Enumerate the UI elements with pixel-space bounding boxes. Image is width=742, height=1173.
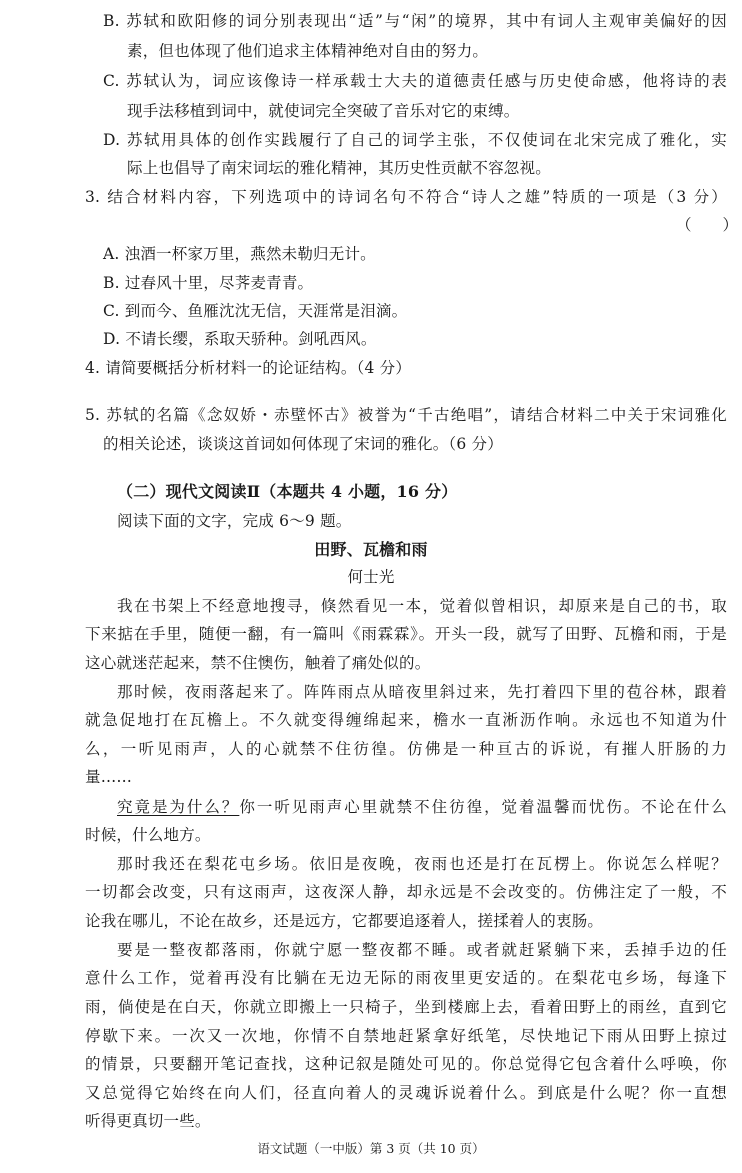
- p5-line6: 又总觉得它始终在向人们，径直向着人的灵魂诉说着什么。到底是什么呢？你一直想: [85, 1084, 727, 1102]
- p4-line2: 一切都会改变，只有这雨声，这夜深人静，却永远是不会改变的。仿佛注定了一般，不: [85, 883, 727, 901]
- section-heading: （二）现代文阅读Ⅱ（本题共 4 小题，16 分）: [117, 482, 458, 501]
- option-c-line1: C. 苏轼认为，词应该像诗一样承载士大夫的道德责任感与历史使命感，他将诗的表: [103, 72, 727, 90]
- p2-line3: 么，一听见雨声，人的心就禁不住彷徨。仿佛是一种亘古的诉说，有摧人肝肠的力: [85, 740, 727, 758]
- p4-line1: 那时我还在梨花屯乡场。依旧是夜晚，夜雨也还是打在瓦楞上。你说怎么样呢？: [117, 855, 727, 873]
- article-title: 田野、瓦檐和雨: [314, 540, 428, 559]
- section-instruction: 阅读下面的文字，完成 6～9 题。: [117, 512, 352, 530]
- question-3-stem: 3. 结合材料内容，下列选项中的诗词名句不符合“诗人之雄”特质的一项是（3 分）: [85, 188, 727, 206]
- p2-line2: 就急促地打在瓦檐上。不久就变得缠绵起来，檐水一直淅沥作响。永远也不知道为什: [85, 711, 727, 729]
- p5-line2: 意什么工作，觉着再没有比躺在无边无际的雨夜里更安适的。在梨花屯乡场，每逢下: [85, 969, 727, 987]
- q3-option-d: D. 不请长缨，系取天骄种。剑吼西风。: [103, 330, 377, 348]
- option-b-line2: 素，但也体现了他们追求主体精神绝对自由的努力。: [127, 42, 489, 60]
- p3-line2: 时候，什么地方。: [85, 826, 211, 844]
- p2-line1: 那时候，夜雨落起来了。阵阵雨点从暗夜里斜过来，先打着四下里的苞谷林，跟着: [117, 683, 727, 701]
- p1-line3: 这心就迷茫起来，禁不住懊伤，触着了痛处似的。: [85, 654, 431, 672]
- question-5-line2: 的相关论述，谈谈这首词如何体现了宋词的雅化。（6 分）: [103, 435, 503, 453]
- option-d-line2: 际上也倡导了南宋词坛的雅化精神，其历史性贡献不容忽视。: [127, 159, 551, 177]
- p5-line3: 雨，倘使是在白天，你就立即搬上一只椅子，坐到楼廊上去，看着田野上的雨丝，直到它: [85, 998, 727, 1016]
- p1-line1: 我在书架上不经意地搜寻，倏然看见一本，觉着似曾相识，却原来是自己的书，取: [117, 597, 727, 615]
- p1-line2: 下来掂在手里，随便一翻，有一篇叫《雨霖霖》。开头一段，就写了田野、瓦檐和雨，于是: [85, 625, 727, 643]
- option-c-line2: 现手法移植到词中，就使词完全突破了音乐对它的束缚。: [127, 102, 520, 120]
- option-d-line1: D. 苏轼用具体的创作实践履行了自己的词学主张，不仅使词在北宋完成了雅化，实: [103, 131, 727, 149]
- q3-option-c: C. 到而今、鱼雁沈沈无信，天涯常是泪滴。: [103, 302, 408, 320]
- question-4-stem: 4. 请简要概括分析材料一的论证结构。（4 分）: [85, 359, 412, 377]
- answer-bracket: （ ）: [676, 216, 739, 234]
- q3-option-a: A. 浊酒一杯家万里，燕然未勒归无计。: [103, 245, 376, 263]
- page-footer: 语文试题（一中版）第 3 页（共 10 页）: [257, 1141, 485, 1156]
- underlined-question: 究竟是为什么？: [117, 798, 240, 816]
- article-author: 何士光: [347, 568, 395, 586]
- p2-line4: 量……: [85, 768, 133, 786]
- p5-line5: 的情景，只要翻开笔记查找，这种记叙是随处可见的。你总觉得它包含着什么呼唤，你: [85, 1055, 727, 1073]
- p5-line1: 要是一整夜都落雨，你就宁愿一整夜都不睡。或者就赶紧躺下来，丢掉手边的任: [117, 941, 727, 959]
- question-5-line1: 5. 苏轼的名篇《念奴娇・赤壁怀古》被誉为“千古绝唱”，请结合材料二中关于宋词雅化: [85, 406, 727, 424]
- p4-line3: 论我在哪儿，不论在故乡，还是远方，它都要追逐着人，搓揉着人的衷肠。: [85, 912, 604, 930]
- q3-option-b: B. 过春风十里，尽荠麦青青。: [103, 274, 314, 292]
- p5-line4: 停歇下来。一次又一次地，你情不自禁地赶紧拿好纸笔，尽快地记下雨从田野上掠过: [85, 1027, 727, 1045]
- p5-line7: 听得更真切一些。: [85, 1112, 211, 1130]
- p3-line1: [117, 797, 727, 817]
- p3-line1-rest: 你一听见雨声心里就禁不住彷徨，觉着温馨而忧伤。不论在什么: [239, 798, 727, 816]
- option-b-line1: B. 苏轼和欧阳修的词分别表现出“适”与“闲”的境界，其中有词人主观审美偏好的因: [103, 12, 727, 30]
